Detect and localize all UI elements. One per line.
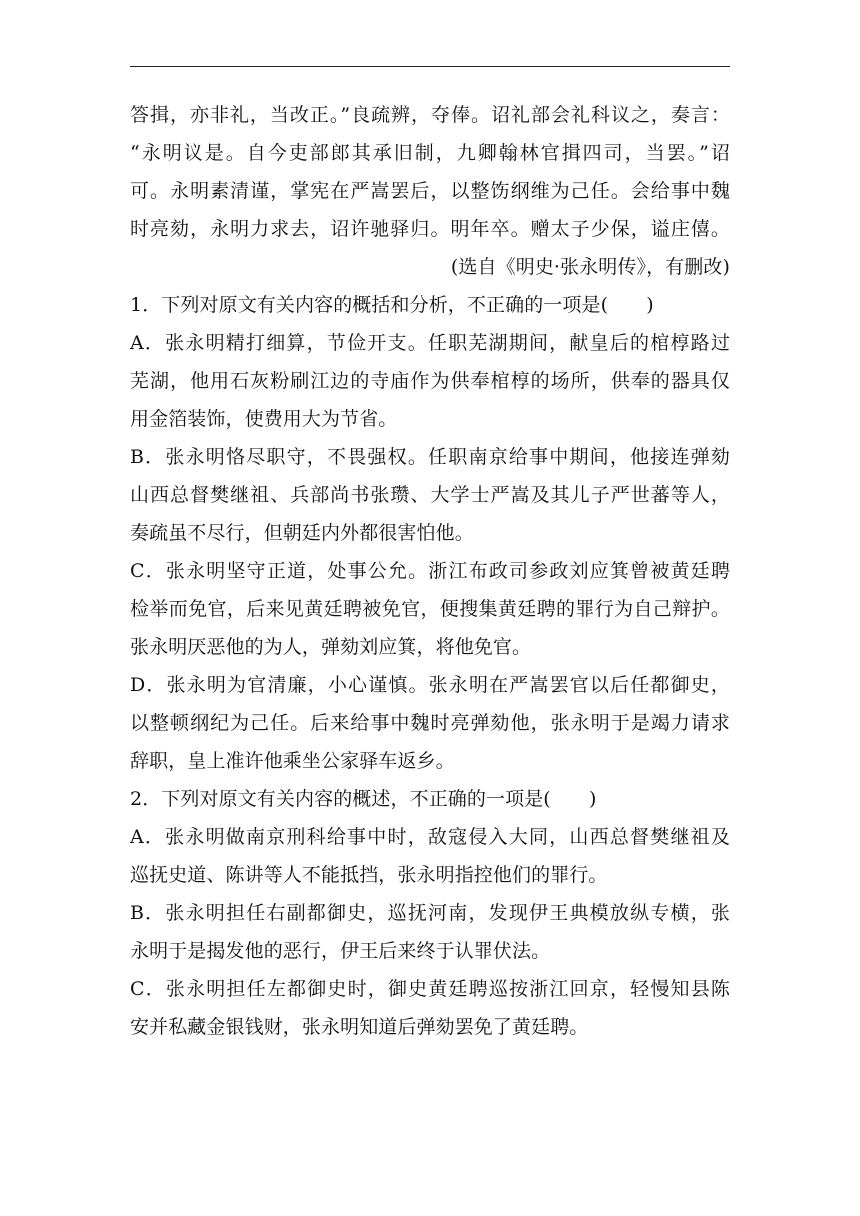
option-line: 以整顿纲纪为己任。后来给事中魏时亮弹劾他，张永明于是竭力请求 [130,712,730,734]
option-line: 辞职，皇上准许他乘坐公家驿车返乡。 [130,750,455,772]
passage-line: “永明议是。自今吏部郎其承旧制，九卿翰林官揖四司，当罢。”诏 [130,142,730,164]
option-line: 巡抚史道、陈讲等人不能抵挡，张永明指控他们的罪行。 [130,864,608,886]
option-d [130,666,730,780]
option-line: 安并私藏金银钱财，张永明知道后弹劾罢免了黄廷聘。 [130,1016,589,1038]
option-line: 用金箔装饰，使费用大为节省。 [130,408,398,430]
passage-line: 时亮劾，永明力求去，诏许驰驿归。明年卒。赠太子少保，谥庄僖。 [130,218,730,240]
option-c [130,552,730,666]
document-body [130,96,730,1046]
option-line: B．张永明担任右副都御史，巡抚河南，发现伊王典模放纵专横，张 [130,902,730,924]
option-line: A．张永明精打细算，节俭开支。任职芜湖期间，献皇后的棺椁路过 [130,332,730,354]
option-c [130,970,730,1046]
option-line: C．张永明担任左都御史时，御史黄廷聘巡按浙江回京，轻慢知县陈 [130,978,730,1000]
option-line: 张永明厌恶他的为人，弹劾刘应箕，将他免官。 [130,636,532,658]
option-line: 芜湖，他用石灰粉刷江边的寺庙作为供奉棺椁的场所，供奉的器具仅 [130,370,730,392]
passage-line: 答揖，亦非礼，当改正。”良疏辨，夺俸。诏礼部会礼科议之，奏言： [130,104,730,126]
option-line: C．张永明坚守正道，处事公允。浙江布政司参政刘应箕曾被黄廷聘 [130,560,730,582]
option-line: B．张永明恪尽职守，不畏强权。任职南京给事中期间，他接连弹劾 [130,446,730,468]
passage [130,96,730,286]
option-line: 奏疏虽不尽行，但朝廷内外都很害怕他。 [130,522,474,544]
question-1 [130,286,730,780]
question-stem: 2．下列对原文有关内容的概述，不正确的一项是( ) [130,788,597,810]
option-b [130,894,730,970]
option-line: 永明于是揭发他的恶行，伊王后来终于认罪伏法。 [130,940,551,962]
option-line: A．张永明做南京刑科给事中时，敌寇侵入大同，山西总督樊继祖及 [130,826,730,848]
question-2 [130,780,730,1046]
option-line: 山西总督樊继祖、兵部尚书张瓒、大学士严嵩及其儿子严世蕃等人， [130,484,730,506]
passage-source: (选自《明史·张永明传》，有删改) [450,256,730,278]
option-line: D．张永明为官清廉，小心谨慎。张永明在严嵩罢官以后任都御史， [130,674,730,696]
header-rule [130,66,730,67]
option-line: 检举而免官，后来见黄廷聘被免官，便搜集黄廷聘的罪行为自己辩护。 [130,598,730,620]
option-a [130,818,730,894]
question-stem: 1．下列对原文有关内容的概括和分析，不正确的一项是( ) [130,294,654,316]
option-b [130,438,730,552]
option-a [130,324,730,438]
passage-line: 可。永明素清谨，掌宪在严嵩罢后，以整饬纲维为己任。会给事中魏 [130,180,730,202]
